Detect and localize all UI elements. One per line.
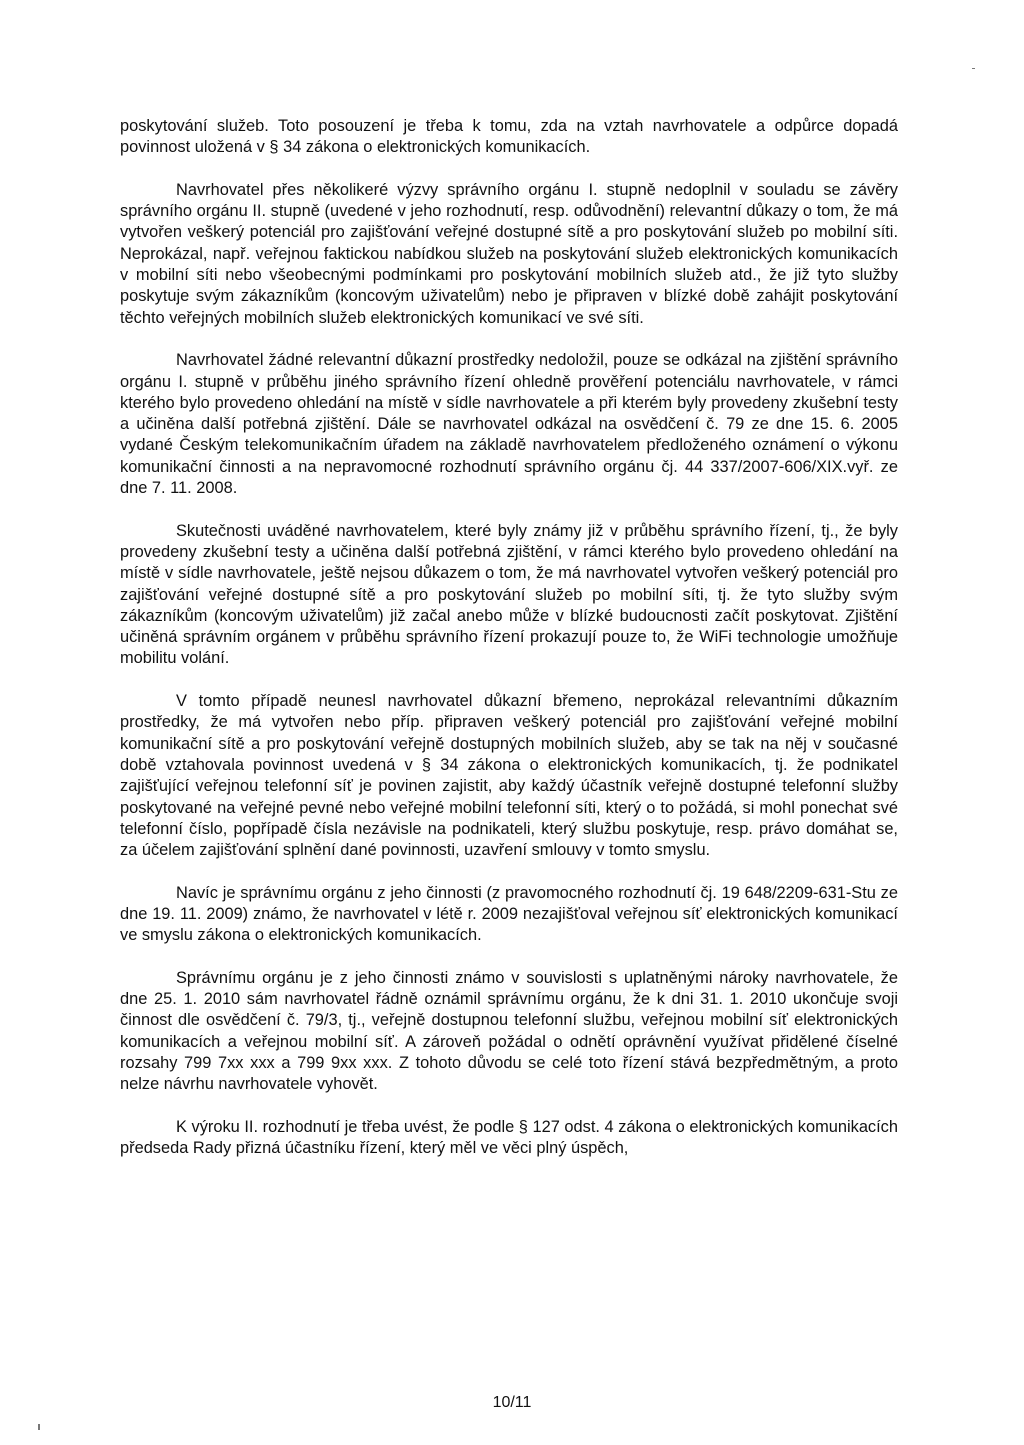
- scan-speck: [38, 1424, 40, 1430]
- paragraph-4: Skutečnosti uváděné navrhovatelem, které byly známy již v průběhu správního řízení, tj., že byly provedeny zkušební testy a učiněna další potřebná zjištění, v rámci kterého bylo provedeno ohledání na místě v sídle navrhovatele, ještě nejsou důkazem o tom, že má navrhovatel vytvořen veškerý potenciál pro zajišťování veřejné dostupné sítě a pro poskytování služeb po mobilní síti, tj. že tyto služby svým zákazníkům (koncovým uživatelům) již začal anebo může v blízké budoucnosti začít poskytovat. Zjištění učiněná správním orgánem v průběhu správního řízení prokazují pouze to, že WiFi technologie umožňuje mobilitu volání.: [120, 521, 898, 668]
- paragraph-2: Navrhovatel přes několikeré výzvy správního orgánu I. stupně nedoplnil v souladu se závěry správního orgánu II. stupně (uvedené v jeho rozhodnutí, resp. odůvodnění) relevantní důkazy o tom, že má vytvořen veškerý potenciál pro zajišťování veřejné dostupné sítě a pro poskytování služeb po mobilní síti. Neprokázal, např. veřejnou faktickou nabídkou služeb na poskytování služeb elektronických komunikacích v mobilní síti nebo všeobecnými podmínkami pro poskytování mobilních služeb atd., že již tyto služby poskytuje svým zákazníkům (koncovým uživatelům) nebo je připraven v blízké době zahájit poskytování těchto veřejných mobilních služeb elektronických komunikací ve své síti.: [120, 180, 898, 327]
- paragraph-1: poskytování služeb. Toto posouzení je třeba k tomu, zda na vztah navrhovatele a odpůrce dopadá povinnost uložená v § 34 zákona o elektronických komunikacích.: [120, 117, 898, 157]
- body-text: [120, 116, 898, 1181]
- paragraph-3: Navrhovatel žádné relevantní důkazní prostředky nedoložil, pouze se odkázal na zjištění správního orgánu I. stupně v průběhu jiného správního řízení ohledně prověření potenciálu navrhovatele, v rámci kterého bylo provedeno ohledání na místě v sídle navrhovatele a při kterém byly provedeny zkušební testy a učiněna další potřebná zjištění. Dále se navrhovatel odkázal na osvědčení č. 79 ze dne 15. 6. 2005 vydané Českým telekomunikačním úřadem na základě navrhovatelem předloženého oznámení o výkonu komunikační činnosti a na nepravomocné rozhodnutí správního orgánu čj. 44 337/2007-606/XIX.vyř. ze dne 7. 11. 2008.: [120, 351, 898, 498]
- scan-speck: [972, 68, 975, 69]
- paragraph-6: Navíc je správnímu orgánu z jeho činnosti (z pravomocného rozhodnutí čj. 19 648/2209-631-Stu ze dne 19. 11. 2009) známo, že navrhovatel v létě r. 2009 nezajišťoval veřejnou síť elektronických komunikací ve smyslu zákona o elektronických komunikacích.: [120, 883, 898, 945]
- paragraph-7: Správnímu orgánu je z jeho činnosti známo v souvislosti s uplatněnými nároky navrhovatele, že dne 25. 1. 2010 sám navrhovatel řádně oznámil správnímu orgánu, že k dni 31. 1. 2010 ukončuje svoji činnost dle osvědčení č. 79/3, tj., veřejně dostupnou telefonní službu, veřejnou mobilní síť elektronických komunikacích a veřejnou mobilní síť. A zároveň požádal o odnětí oprávnění využívat přidělené číselné rozsahy 799 7xx xxx a 799 9xx xxx. Z tohoto důvodu se celé toto řízení stává bezpředmětným, a proto nelze návrhu navrhovatele vyhovět.: [120, 968, 898, 1094]
- paragraph-8: K výroku II. rozhodnutí je třeba uvést, že podle § 127 odst. 4 zákona o elektronických komunikacích předseda Rady přizná účastníku řízení, který měl ve věci plný úspěch,: [120, 1117, 898, 1158]
- paragraph-5: V tomto případě neunesl navrhovatel důkazní břemeno, neprokázal relevantními důkazním prostředky, že má vytvořen nebo příp. připraven veškerý potenciál pro zajišťování veřejné mobilní komunikační sítě a pro poskytování veřejně dostupných mobilních služeb, aby se tak na něj v současné době vztahovala povinnost uvedená v § 34 zákona o elektronických komunikacích, tj. že podnikatel zajišťující veřejnou telefonní síť je povinen zajistit, aby každý účastník veřejně dostupné telefonní služby poskytované na veřejné pevné nebo veřejné mobilní telefonní síti, který o to požádá, si mohl ponechat své telefonní číslo, popřípadě čísla nezávisle na podnikateli, který službu poskytuje, resp. právo domáhat se, za účelem zajišťování splnění dané povinnosti, uzavření smlouvy v tomto smyslu.: [120, 692, 898, 860]
- page-number: 10/11: [492, 1394, 532, 1411]
